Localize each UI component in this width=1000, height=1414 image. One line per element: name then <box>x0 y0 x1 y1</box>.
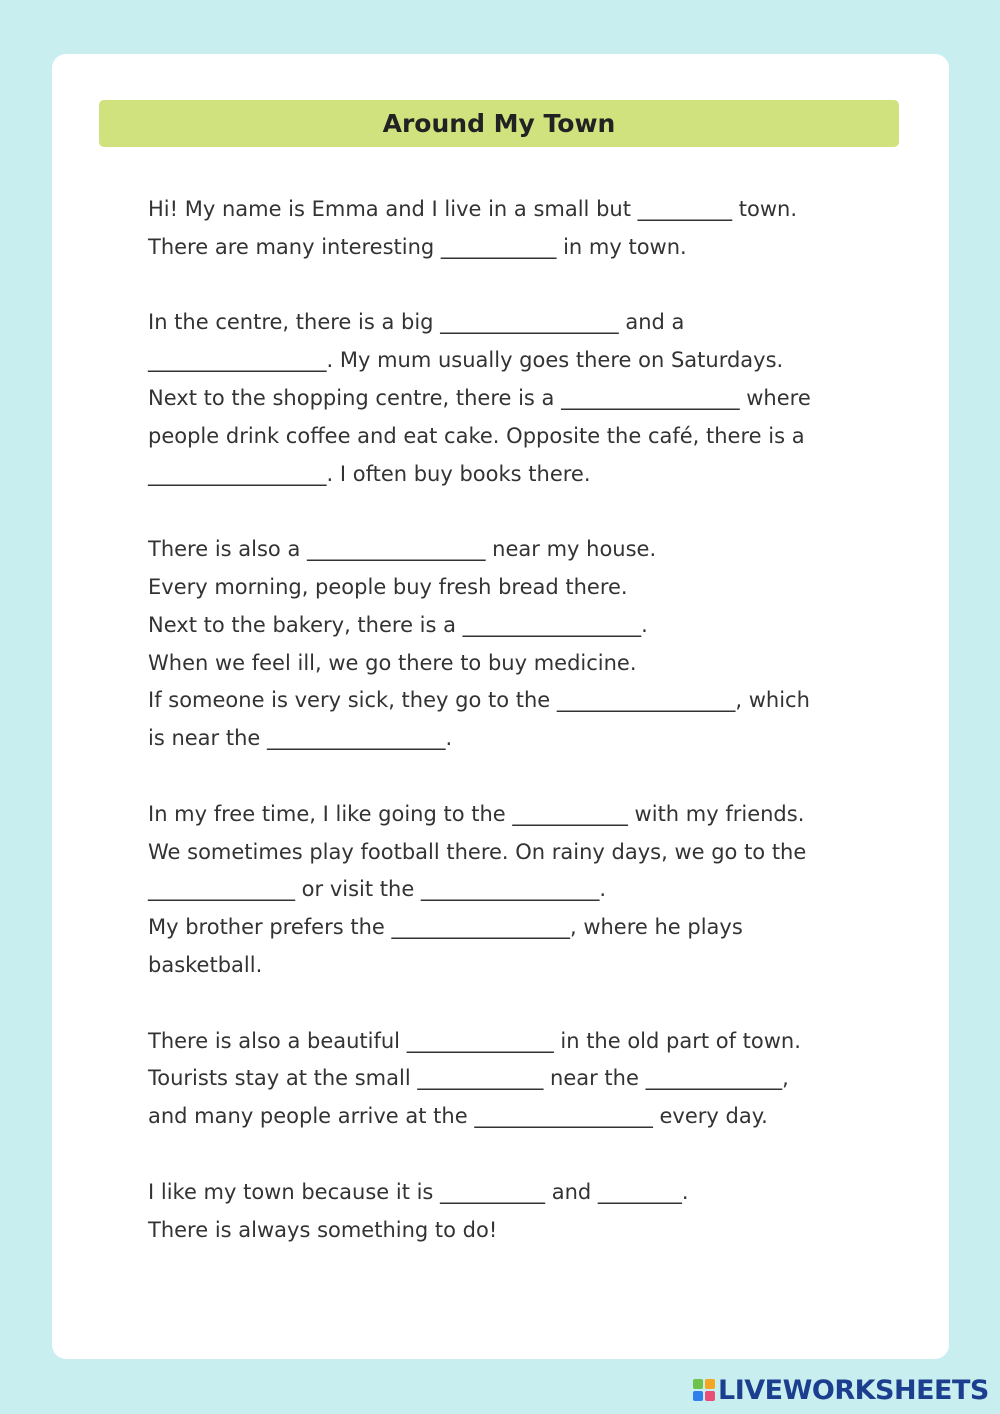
text-line: When we feel ill, we go there to buy medicine. <box>148 650 637 675</box>
text-line: Hi! My name is Emma and I live in a small but _________ town. <box>148 197 798 221</box>
paragraph-centre <box>148 304 928 493</box>
paragraph-conclusion <box>148 1174 928 1250</box>
text-line: _________________. I often buy books there. <box>148 461 591 486</box>
text-line: Next to the bakery, there is a _________________. <box>148 612 648 637</box>
logo-square <box>693 1379 703 1389</box>
worksheet-title: Around My Town <box>382 109 616 138</box>
paragraph-intro <box>148 191 928 267</box>
liveworksheets-logo <box>693 1374 989 1406</box>
text-line: _________________. My mum usually goes there on Saturdays. <box>148 348 784 373</box>
text-line: In the centre, there is a big _________________ and a <box>148 310 685 335</box>
logo-square <box>705 1379 715 1389</box>
text-line: ______________ or visit the _________________. <box>148 877 607 902</box>
text-line: There is always something to do! <box>148 1217 498 1242</box>
text-line: is near the _________________. <box>148 726 453 751</box>
paragraph-neighbourhood <box>148 531 928 758</box>
logo-square <box>705 1391 715 1401</box>
logo-squares-icon <box>693 1379 715 1401</box>
logo-square <box>693 1391 703 1401</box>
text-line: basketball. <box>148 952 263 977</box>
text-line: people drink coffee and eat cake. Opposite the café, there is a <box>148 423 805 448</box>
paragraph-free-time <box>148 796 928 985</box>
text-line: Every morning, people buy fresh bread there. <box>148 574 628 599</box>
text-line: There are many interesting ___________ in my town. <box>148 234 687 259</box>
text-line: Tourists stay at the small ____________ near the _____________, <box>148 1066 789 1091</box>
title-banner <box>99 100 899 147</box>
text-line: In my free time, I like going to the ___________ with my friends. <box>148 801 805 826</box>
worksheet-page <box>52 54 949 1359</box>
text-line: and many people arrive at the _________________ every day. <box>148 1104 768 1129</box>
logo-text: LIVEWORKSHEETS <box>718 1374 989 1406</box>
text-line: We sometimes play football there. On rainy days, we go to the <box>148 839 807 864</box>
text-line: Next to the shopping centre, there is a _________________ where <box>148 385 811 410</box>
text-line: If someone is very sick, they go to the _________________, which <box>148 688 810 713</box>
text-line: My brother prefers the _________________, where he plays <box>148 915 743 940</box>
text-line: There is also a beautiful ______________ in the old part of town. <box>148 1028 801 1053</box>
text-line: There is also a _________________ near my house. <box>148 537 657 562</box>
paragraph-old-town <box>148 1023 928 1136</box>
worksheet-body <box>148 191 928 1287</box>
text-line: I like my town because it is __________ and ________. <box>148 1179 689 1204</box>
